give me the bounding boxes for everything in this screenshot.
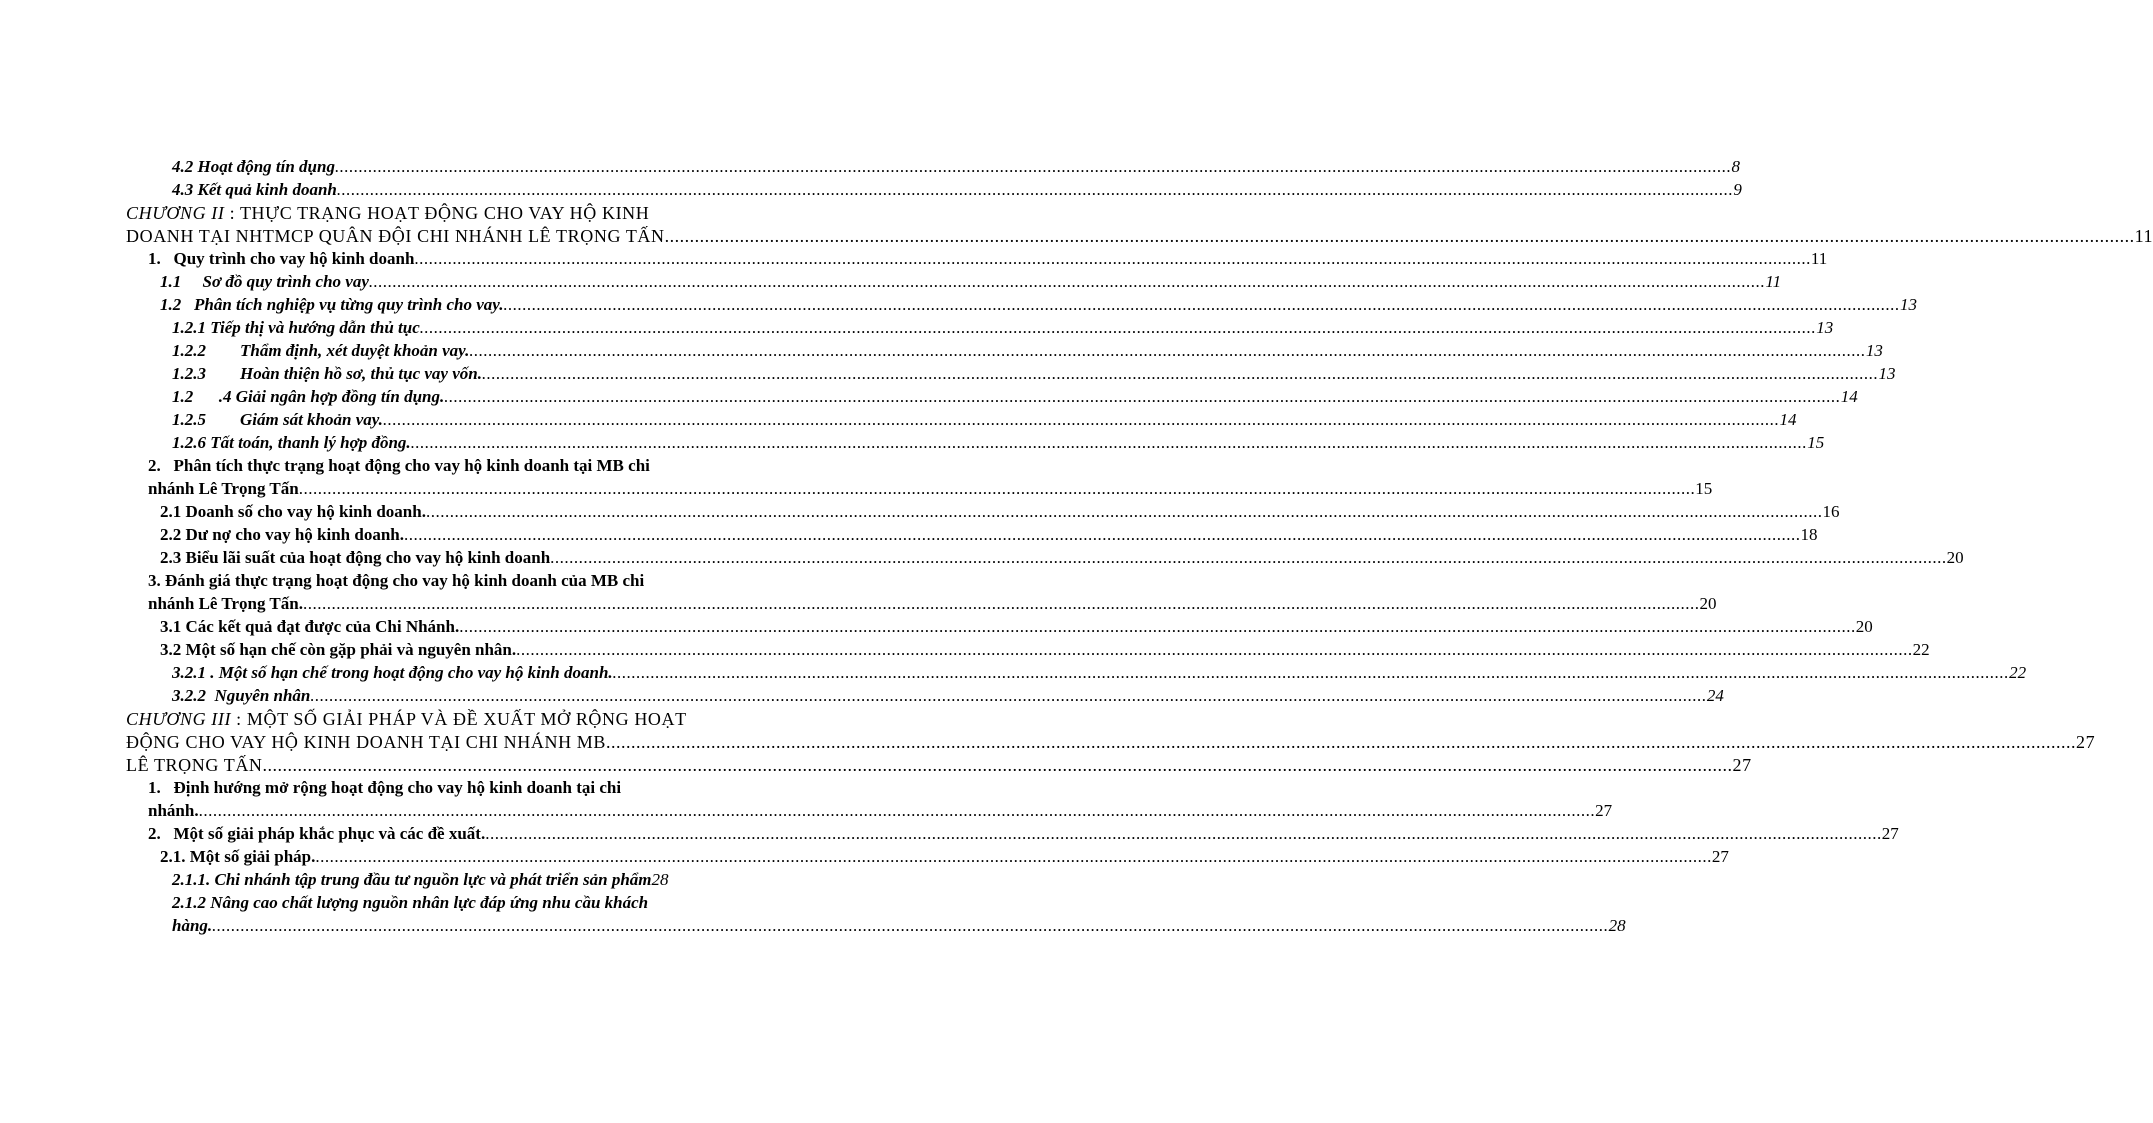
toc-page-number: 9	[1733, 180, 1742, 199]
toc-page-number: 28	[1608, 916, 1626, 935]
chapter-label: CHƯƠNG III	[126, 709, 232, 729]
toc-entry-title: 2. Một số giải pháp khắc phục và các đề xuất.	[148, 824, 486, 843]
toc-entry[interactable]	[172, 409, 1797, 432]
toc-page-number: 22	[2009, 663, 2027, 682]
toc-entry[interactable]	[160, 846, 1729, 869]
toc-entry-title: 4.2 Hoạt động tín dụng	[172, 157, 335, 176]
toc-entry-title-line1: 3. Đánh giá thực trạng hoạt động cho vay hộ kinh doanh của MB chi	[148, 571, 645, 590]
toc-entry[interactable]	[160, 616, 1873, 639]
toc-entry-title: 1. Quy trình cho vay hộ kinh doanh	[148, 249, 415, 268]
leader-dots	[420, 317, 1817, 339]
toc-entry[interactable]	[172, 340, 1883, 363]
toc-entry-title-line1: 1. Định hướng mở rộng hoạt động cho vay hộ kinh doanh tại chi	[148, 778, 622, 797]
toc-page-number: 16	[1822, 502, 1840, 521]
leader-dots	[263, 754, 1733, 776]
toc-entry-title: 1.2 .4 Giải ngân hợp đồng tín dụng.	[172, 387, 445, 406]
toc-entry-title: 3.1 Các kết quả đạt được của Chi Nhánh.	[160, 617, 460, 636]
toc-page-number: 11	[1765, 272, 1782, 291]
toc-entry-line2[interactable]	[172, 915, 1626, 938]
toc-entry-title: 1.2.3 Hoàn thiện hồ sơ, thủ tục vay vốn.	[172, 364, 482, 383]
toc-page-number: 13	[1878, 364, 1896, 383]
toc-entry[interactable]	[172, 432, 1825, 455]
toc-entry[interactable]	[148, 248, 1828, 271]
leader-dots	[613, 662, 2010, 684]
toc-page-number: 11	[2134, 226, 2153, 246]
toc-entry-line1[interactable]	[172, 892, 720, 915]
leader-dots	[383, 409, 1780, 431]
toc-page-number: 11	[1810, 249, 1828, 268]
chapter-title-line2: DOANH TẠI NHTMCP QUÂN ĐỘI CHI NHÁNH LÊ TRỌNG TẤN	[126, 226, 665, 246]
toc-entry-title-line1: 2. Phân tích thực trạng hoạt động cho vay hộ kinh doanh tại MB chi	[148, 456, 650, 475]
toc-entry-title: 1.2.5 Giám sát khoản vay.	[172, 410, 383, 429]
toc-entry-title: 3.2.2 Nguyên nhân	[172, 686, 311, 705]
toc-page-number: 22	[1912, 640, 1930, 659]
toc-entry[interactable]	[160, 547, 1964, 570]
leader-dots	[459, 616, 1856, 638]
toc-entry-title: 2.2 Dư nợ cho vay hộ kinh doanh.	[160, 525, 405, 544]
leader-dots	[199, 800, 1596, 822]
toc-entry-title: 2.3 Biểu lãi suất của hoạt động cho vay hộ kinh doanh	[160, 548, 551, 567]
leader-dots	[315, 846, 1712, 868]
leader-dots	[411, 432, 1808, 454]
toc-entry-title-line2: nhánh.	[148, 801, 199, 820]
toc-entry-line1[interactable]	[148, 455, 720, 478]
toc-entry-title-line2: hàng.	[172, 916, 213, 935]
leader-dots	[606, 731, 2076, 753]
toc-page-number: 27	[1881, 824, 1899, 843]
toc-page-number: 13	[1816, 318, 1834, 337]
leader-dots	[369, 271, 1766, 293]
toc-chapter-3-line2[interactable]	[126, 731, 2096, 754]
toc-page-number: 20	[1946, 548, 1964, 567]
toc-entry-title-line1: 2.1.2 Nâng cao chất lượng nguồn nhân lực đáp ứng nhu cầu khách	[172, 893, 649, 912]
toc-entry-title: 2.1.1. Chi nhánh tập trung đầu tư nguồn lực và phát triển sản phẩm	[172, 870, 652, 889]
toc-entry-title: 1.1 Sơ đồ quy trình cho vay	[160, 272, 369, 291]
toc-page-number: 15	[1807, 433, 1825, 452]
toc-page-number: 13	[1865, 341, 1883, 360]
toc-entry[interactable]	[172, 156, 1740, 179]
toc-entry-line1[interactable]	[148, 570, 720, 593]
leader-dots	[426, 501, 1823, 523]
leader-dots	[485, 823, 1882, 845]
leader-dots	[212, 915, 1609, 937]
toc-entry[interactable]	[172, 662, 2027, 685]
leader-dots	[482, 363, 1879, 385]
toc-page-number: 20	[1855, 617, 1873, 636]
leader-dots	[503, 294, 1900, 316]
toc-entry-title: 1.2 Phân tích nghiệp vụ từng quy trình cho vay.	[160, 295, 504, 314]
toc-chapter-3-line3[interactable]	[126, 754, 1752, 777]
toc-page-number: 15	[1695, 479, 1713, 498]
leader-dots	[404, 524, 1801, 546]
toc-entry[interactable]	[160, 294, 1917, 317]
toc-entry-title-line2: nhánh Lê Trọng Tấn.	[148, 594, 303, 613]
toc-page-number: 14	[1840, 387, 1858, 406]
toc-page-number: 18	[1800, 525, 1818, 544]
leader-dots	[444, 386, 1841, 408]
toc-page-number: 14	[1779, 410, 1797, 429]
toc-entry-title: 3.2 Một số hạn chế còn gặp phải và nguyên nhân.	[160, 640, 517, 659]
toc-chapter-2-line1[interactable]	[126, 202, 720, 225]
toc-entry-title: 3.2.1 . Một số hạn chế trong hoạt động cho vay hộ kinh doanh.	[172, 663, 613, 682]
leader-dots	[665, 225, 2135, 247]
toc-entry-title: 2.1 Doanh số cho vay hộ kinh doanh.	[160, 502, 426, 521]
toc-entry-line2[interactable]	[148, 800, 1613, 823]
toc-page-number: 27	[1711, 847, 1729, 866]
toc-entry[interactable]	[160, 501, 1840, 524]
toc-entry-title: 2.1. Một số giải pháp.	[160, 847, 316, 866]
leader-dots	[516, 639, 1913, 661]
toc-entry-title: 1.2.2 Thẩm định, xét duyệt khoản vay.	[172, 341, 470, 360]
toc-entry[interactable]	[172, 869, 720, 892]
toc-entry[interactable]	[172, 363, 1896, 386]
leader-dots	[414, 248, 1811, 270]
toc-entry-line1[interactable]	[148, 777, 720, 800]
leader-dots	[337, 179, 1734, 201]
toc-chapter-2-line2[interactable]	[126, 225, 2153, 248]
toc-page-number: 13	[1899, 295, 1917, 314]
toc-page-number: 28	[651, 870, 669, 889]
toc-entry[interactable]	[172, 685, 1724, 708]
toc-entry[interactable]	[172, 386, 1858, 409]
toc-entry-line2[interactable]	[148, 478, 1713, 501]
chapter-title-line1: : MỘT SỐ GIẢI PHÁP VÀ ĐỀ XUẤT MỞ RỘNG HOẠT	[231, 709, 687, 729]
toc-entry-title: 1.2.6 Tất toán, thanh lý hợp đồng.	[172, 433, 411, 452]
chapter-title-line1: : THỰC TRẠNG HOẠT ĐỘNG CHO VAY HỘ KINH	[224, 203, 650, 223]
chapter-title-line3: LÊ TRỌNG TẤN	[126, 755, 263, 775]
toc-entry-line2[interactable]	[148, 593, 1717, 616]
toc-page-number: 20	[1699, 594, 1717, 613]
toc-entry-title: 4.3 Kết quả kinh doanh	[172, 180, 337, 199]
toc-entry-title-line2: nhánh Lê Trọng Tấn	[148, 479, 299, 498]
leader-dots	[335, 156, 1732, 178]
toc-page-number: 27	[1732, 755, 1752, 775]
toc-entry-title: 1.2.1 Tiếp thị và hướng dẫn thủ tục	[172, 318, 420, 337]
toc-entry[interactable]	[160, 524, 1818, 547]
toc-entry[interactable]	[160, 271, 1782, 294]
toc-entry[interactable]	[172, 317, 1834, 340]
toc-entry[interactable]	[148, 823, 1899, 846]
leader-dots	[303, 593, 1700, 615]
toc-entry[interactable]	[172, 179, 1742, 202]
toc-page-number: 27	[2075, 732, 2096, 752]
toc-page-number: 24	[1706, 686, 1724, 705]
chapter-label: CHƯƠNG II	[126, 203, 225, 223]
leader-dots	[469, 340, 1866, 362]
chapter-title-line2: ĐỘNG CHO VAY HỘ KINH DOANH TẠI CHI NHÁNH MB	[126, 732, 606, 752]
leader-dots	[550, 547, 1947, 569]
toc-entry[interactable]	[160, 639, 1930, 662]
toc-page-number: 27	[1595, 801, 1613, 820]
leader-dots	[299, 478, 1696, 500]
toc-page-number: 8	[1731, 157, 1740, 176]
leader-dots	[310, 685, 1707, 707]
toc-chapter-3-line1[interactable]	[126, 708, 720, 731]
